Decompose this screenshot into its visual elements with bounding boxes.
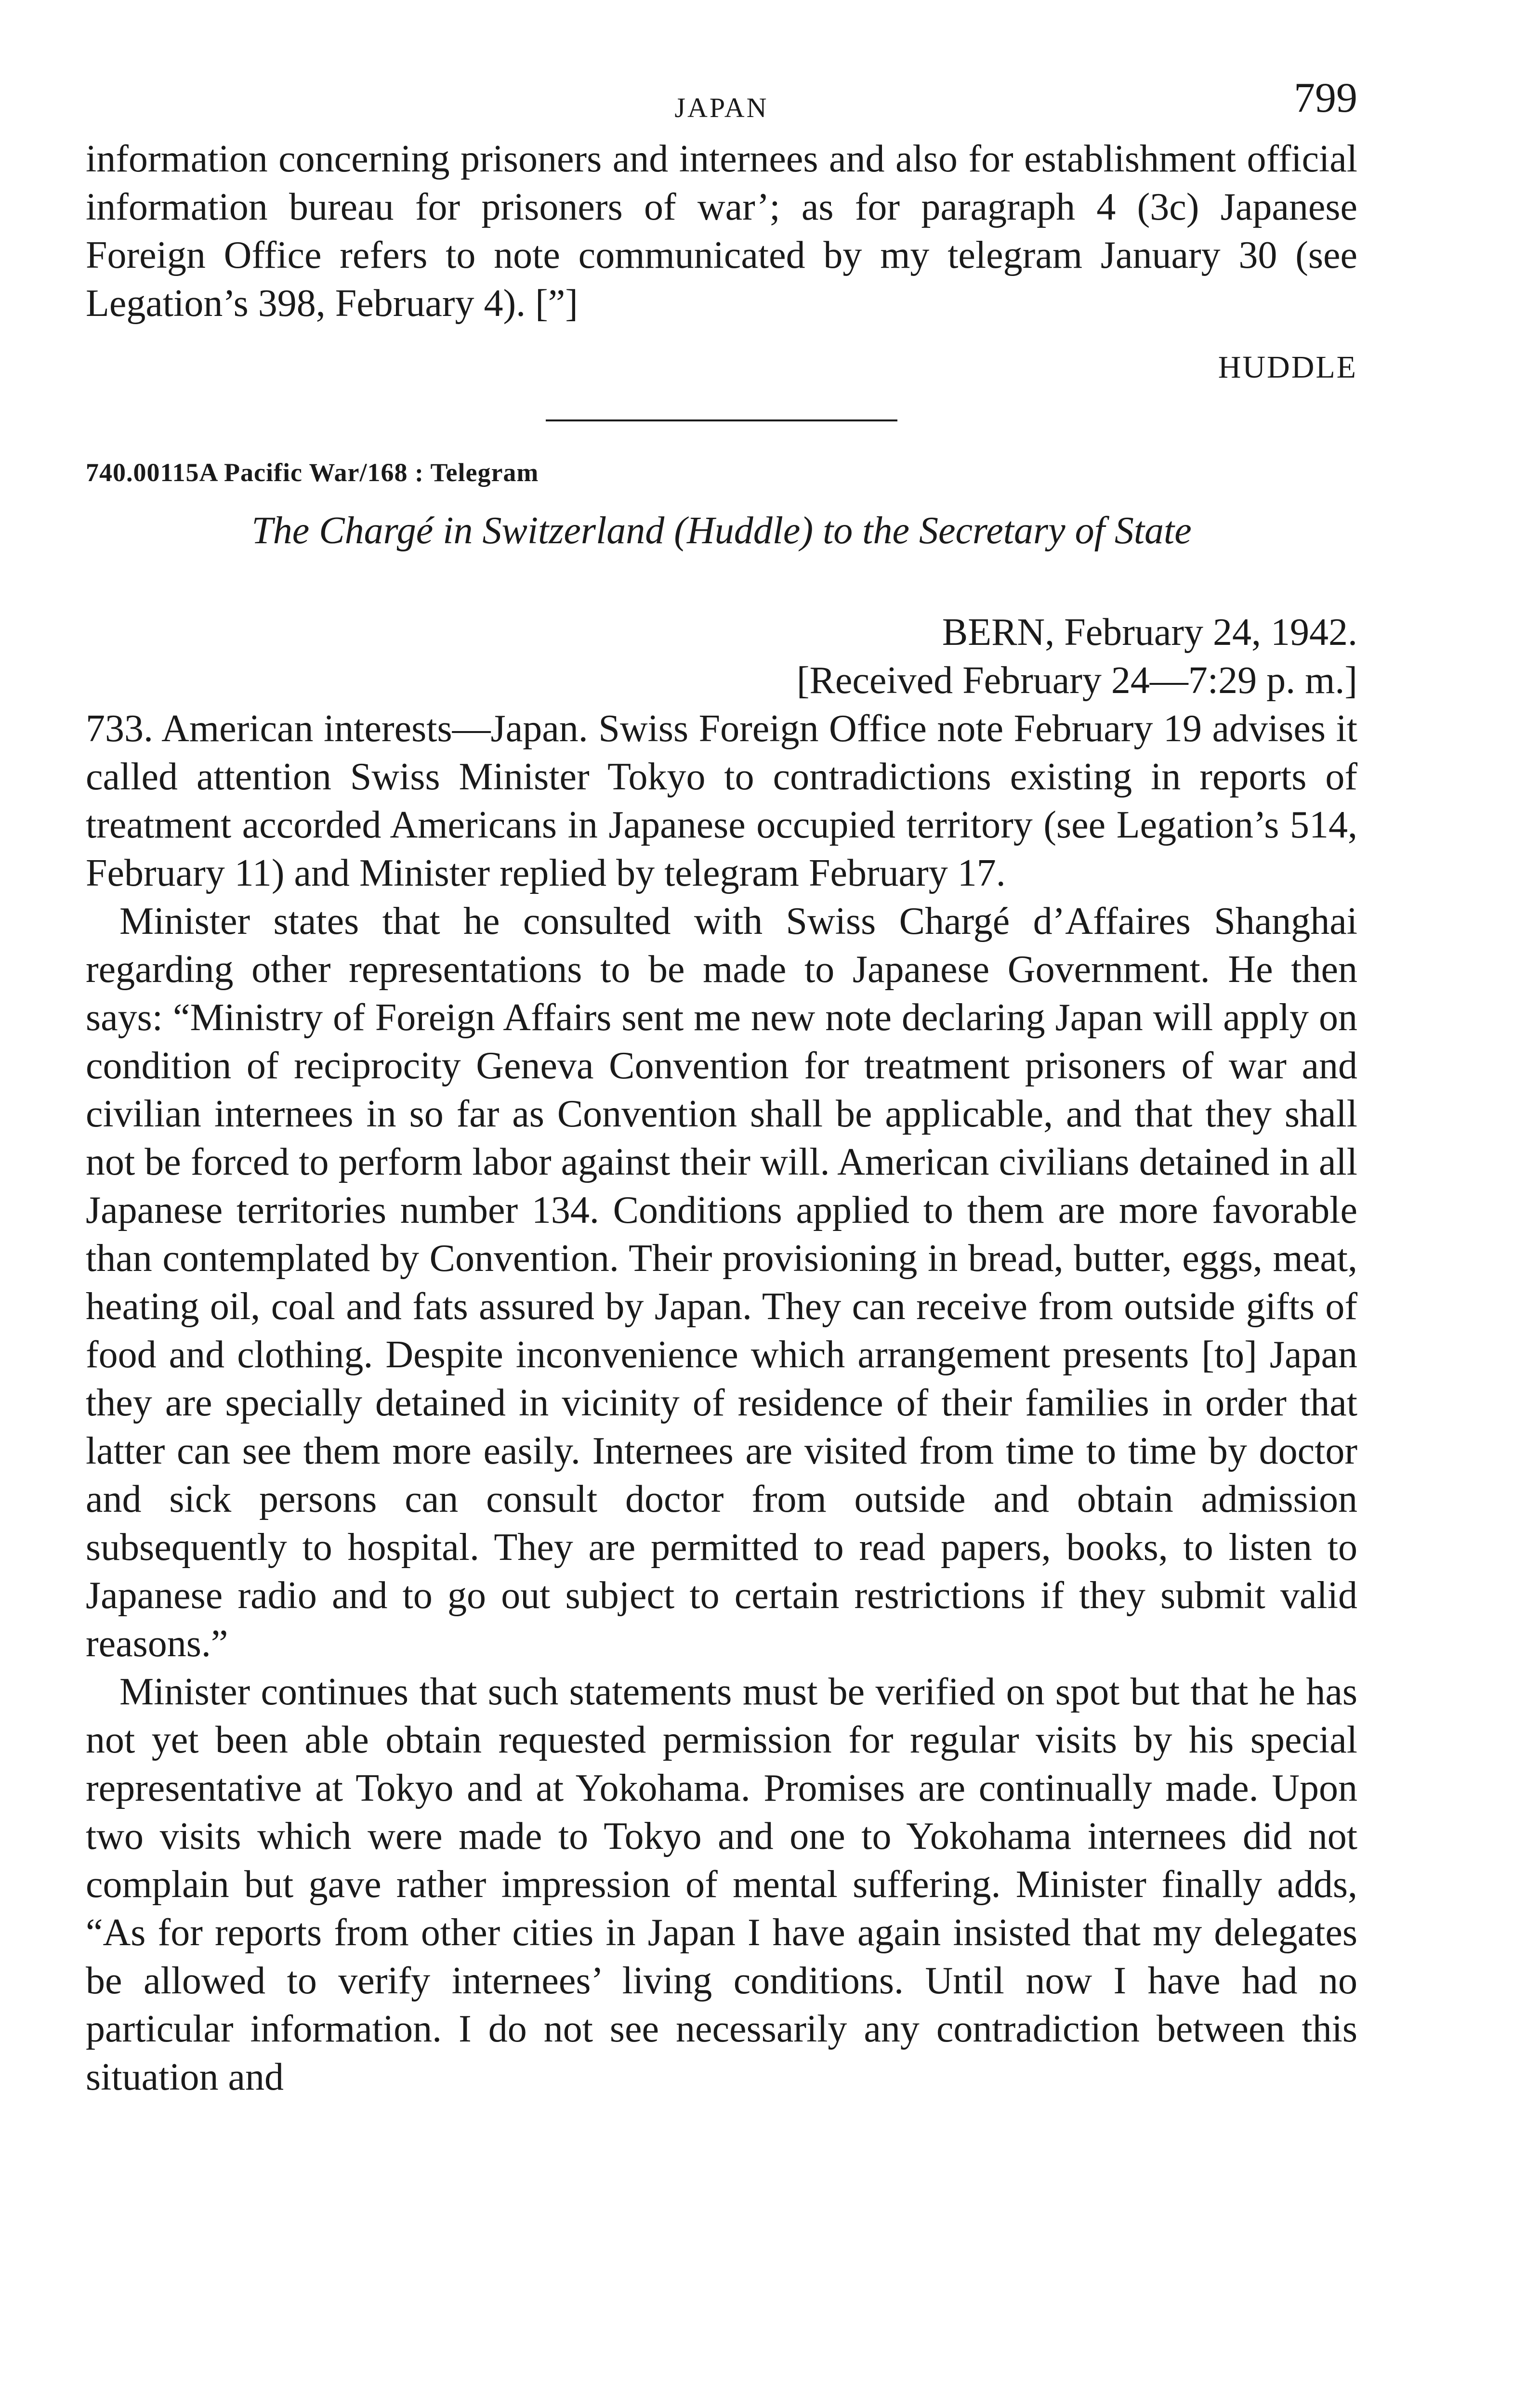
body-paragraph-3: Minister continues that such statements must be verified on spot but that he has not yet been able obtain requested permission for regular visits by his special representative at Tokyo and at Yokohama. Promises are continually made. Upon two visits which were made to Tokyo and one to Yokohama internees did not complain but gave rather impression of mental suffering. Minister finally adds, “As for reports from other cities in Japan I have again insisted that my delegates be allowed to verify internees’ living conditions. Until now I have had no particular information. I do not see necessarily any contradiction between this situation and	[86, 1671, 1357, 2098]
document-page	[86, 77, 1357, 2101]
dateline-received: [Received February 24—7:29 p. m.]	[796, 659, 1357, 702]
file-reference: 740.00115A Pacific War/168 : Telegram	[86, 458, 539, 487]
running-head	[86, 77, 1357, 135]
section-divider	[546, 419, 897, 421]
page-number: 799	[1294, 75, 1357, 121]
dateline-place: BERN, February 24, 1942.	[942, 611, 1357, 654]
continuation-paragraph: information concerning prisoners and internees and also for establishment official information bureau for prisoners of war’; as for paragraph 4 (3c) Japanese Foreign Office refers to note communicated by my telegram January 30 (see Legation’s 398, February 4). [”]	[86, 138, 1357, 325]
document-title: The Chargé in Switzerland (Huddle) to the Secretary of State	[251, 510, 1192, 552]
body-paragraph-1: 733. American interests—Japan. Swiss Foreign Office note February 19 advises it called attention Swiss Minister Tokyo to contradictions existing in reports of treatment accorded Americans in Japanese occupied territory (see Legation’s 514, February 11) and Minister replied by telegram February 17.	[86, 707, 1357, 894]
telegram-body	[86, 705, 1357, 2101]
dateline	[86, 608, 1357, 705]
signature: HUDDLE	[1218, 350, 1357, 385]
running-title: JAPAN	[674, 92, 769, 123]
body-paragraph-2: Minister states that he consulted with Swiss Chargé d’Affaires Shanghai regarding other representations to be made to Japanese Government. He then says: “Ministry of Foreign Affairs sent me new note declaring Japan will apply on condition of reciprocity Geneva Convention for treatment prisoners of war and civilian internees in so far as Convention shall be applicable, and that they shall not be forced to perform labor against their will. American civilians detained in all Japanese territories number 134. Conditions applied to them are more favorable than contemplated by Convention. Their provisioning in bread, butter, eggs, meat, heating oil, coal and fats assured by Japan. They can receive from outside gifts of food and clothing. Despite inconvenience which arrangement presents [to] Japan they are specially detained in vicinity of residence of their families in order that latter can see them more easily. Internees are visited from time to time by doctor and sick persons can consult doctor from outside and obtain admission subsequently to hospital. They are permitted to read papers, books, to listen to Japanese radio and to go out subject to certain restrictions if they submit valid reasons.”	[86, 900, 1357, 1665]
